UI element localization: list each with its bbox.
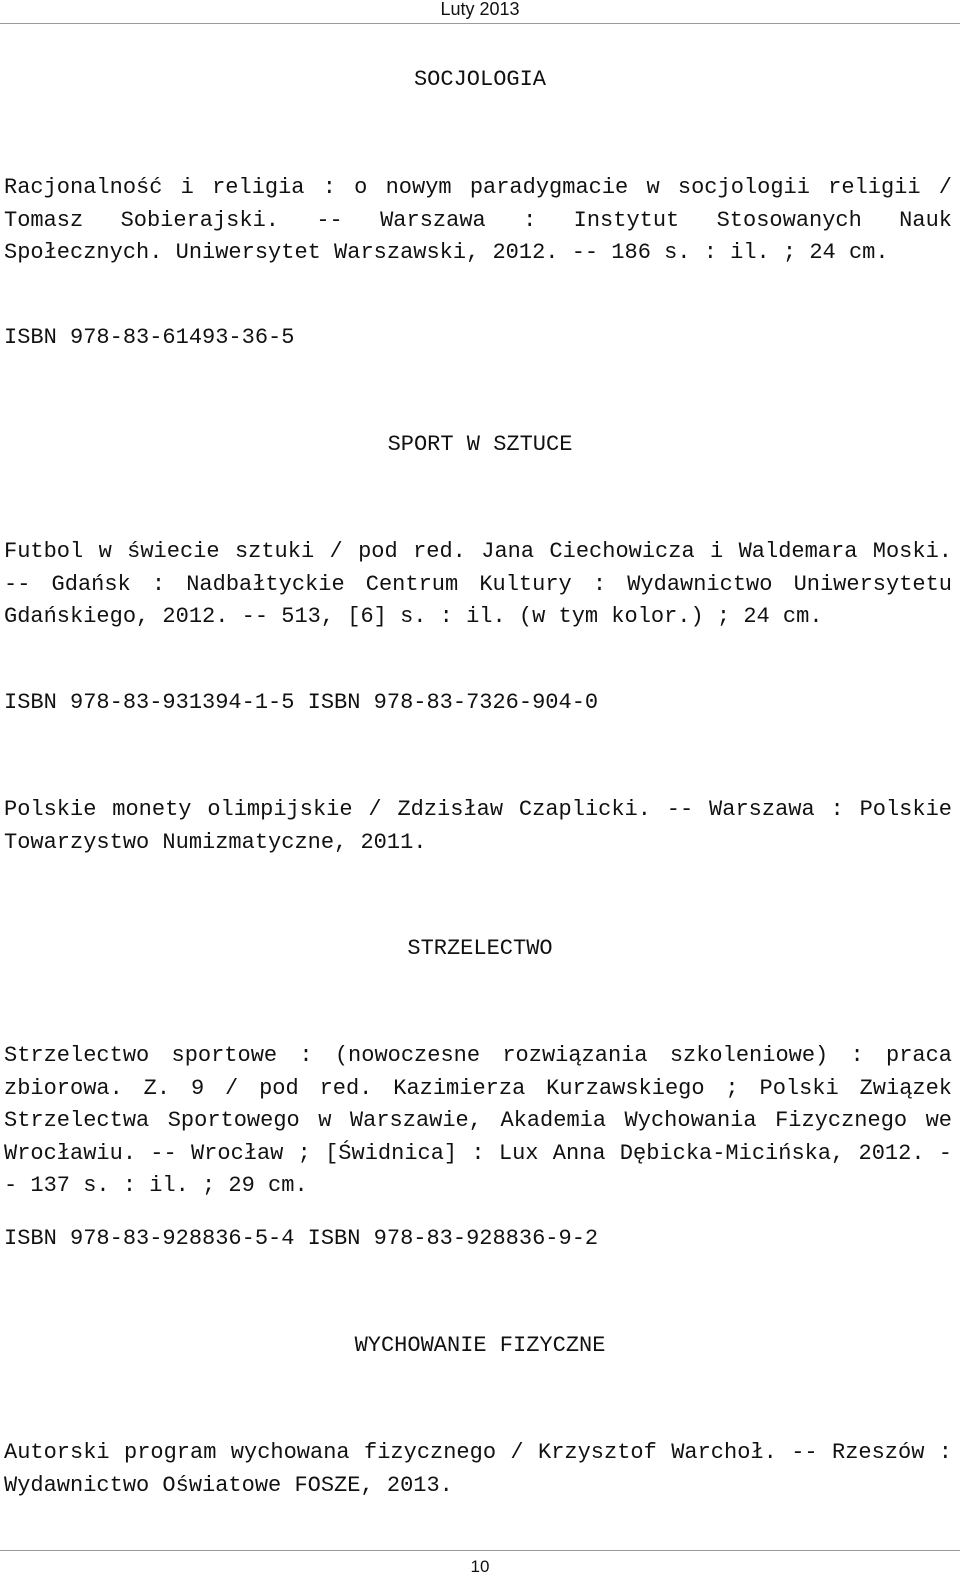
section-heading-sport-w-sztuce: SPORT W SZTUCE — [387, 432, 573, 457]
entry-strzelectwo-sportowe: Strzelectwo sportowe : (nowoczesne rozwiązania szkoleniowe) : praca zbiorowa. Z. 9 / pod red. Kazimierza Kurzawskiego ; Polski Związek Strzelectwa Sportowego w Warszawie, Akademia Wychowania Fizycznego we Wrocławiu. -- Wrocław ; [Świdnica] : Lux Anna Dębicka-Micińska, 2012. -- 137 s. : il. ; 29 cm. — [4, 1043, 952, 1199]
entry-isbn: ISBN 978-83-931394-1-5 ISBN 978-83-7326-904-0 — [4, 690, 599, 715]
header-divider — [0, 23, 960, 24]
page-number: 10 — [470, 1557, 490, 1576]
section-heading-wychowanie-fizyczne: WYCHOWANIE FIZYCZNE — [354, 1333, 606, 1358]
entry-isbn: ISBN 978-83-928836-5-4 ISBN 978-83-928836-9-2 — [4, 1226, 599, 1251]
section-heading-socjologia: SOCJOLOGIA — [413, 67, 547, 92]
entry-autorski-program: Autorski program wychowana fizycznego / Krzysztof Warchoł. -- Rzeszów : Wydawnictwo Oświatowe FOSZE, 2013. — [4, 1440, 952, 1498]
entry-racjonalnosc-i-religia: Racjonalność i religia : o nowym paradygmacie w socjologii religii / Tomasz Sobierajski. -- Warszawa : Instytut Stosowanych Nauk Społecznych. Uniwersytet Warszawski, 2012. -- 186 s. : il. ; 24 cm. — [4, 175, 952, 266]
entry-futbol-w-swiecie-sztuki: Futbol w świecie sztuki / pod red. Jana Ciechowicza i Waldemara Moski. -- Gdańsk : Nadbałtyckie Centrum Kultury : Wydawnictwo Uniwersytetu Gdańskiego, 2012. -- 513, [6] s. : il. (w tym kolor.) ; 24 cm. — [4, 539, 952, 630]
section-heading-strzelectwo: STRZELECTWO — [407, 936, 553, 961]
page-header-title: Luty 2013 — [440, 0, 520, 19]
entry-isbn: ISBN 978-83-61493-36-5 — [4, 325, 295, 350]
footer-divider — [0, 1550, 960, 1551]
entry-polskie-monety-olimpijskie: Polskie monety olimpijskie / Zdzisław Czaplicki. -- Warszawa : Polskie Towarzystwo Numizmatyczne, 2011. — [4, 797, 952, 855]
